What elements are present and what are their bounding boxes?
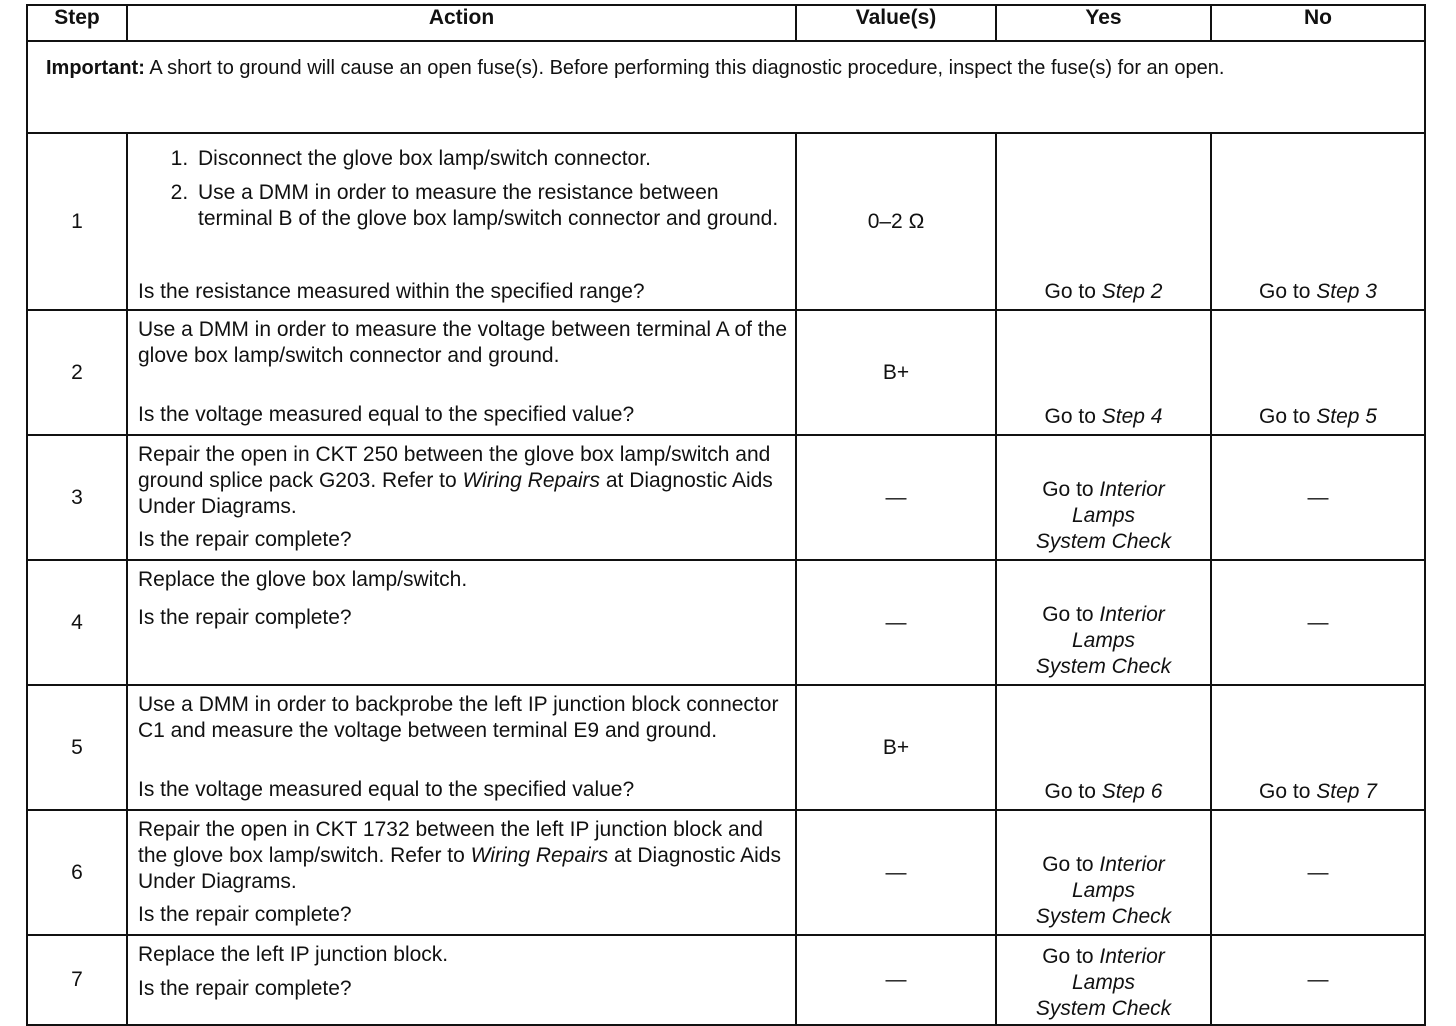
value-cell: —: [796, 810, 996, 935]
no-cell: —: [1211, 435, 1425, 560]
action-question: Is the repair complete?: [138, 977, 352, 1000]
wiring-repairs-link[interactable]: Wiring Repairs: [470, 844, 609, 867]
important-note: [27, 41, 1425, 133]
yes-cell: Go to Step 2: [996, 133, 1211, 310]
no-cell: —: [1211, 935, 1425, 1025]
header-no: No: [1211, 5, 1425, 41]
table-row: [27, 685, 1425, 810]
value-cell: B+: [796, 310, 996, 435]
action-list-item: 1. Disconnect the glove box lamp/switch connector.: [194, 146, 787, 172]
yes-cell: Go to Interior Lamps System Check: [996, 560, 1211, 685]
action-cell: [127, 133, 796, 310]
step-number: 4: [27, 560, 127, 685]
header-action: Action: [127, 5, 796, 41]
action-cell: [127, 685, 796, 810]
action-list: [138, 146, 787, 232]
diagnostic-table: [26, 4, 1426, 1026]
no-cell: Go to Step 3: [1211, 133, 1425, 310]
yes-cell: Go to Interior Lamps System Check: [996, 435, 1211, 560]
table-row: [27, 935, 1425, 1025]
table-row: [27, 310, 1425, 435]
action-text: Replace the glove box lamp/switch.: [138, 568, 468, 591]
action-question: Is the repair complete?: [138, 606, 352, 629]
no-cell: —: [1211, 560, 1425, 685]
system-check-link[interactable]: Interior Lamps System Check: [1035, 478, 1172, 553]
action-cell: [127, 810, 796, 935]
no-cell: Go to Step 5: [1211, 310, 1425, 435]
step-number: 2: [27, 310, 127, 435]
header-row: [27, 5, 1425, 41]
value-cell: B+: [796, 685, 996, 810]
action-cell: [127, 935, 796, 1025]
important-text: A short to ground will cause an open fuse(s). Before performing this diagnostic procedure, inspect the fuse(s) for an open.: [144, 57, 1225, 79]
system-check-link[interactable]: Interior Lamps System Check: [1035, 603, 1172, 678]
yes-cell: Go to Step 6: [996, 685, 1211, 810]
step-number: 3: [27, 435, 127, 560]
action-question: Is the repair complete?: [138, 903, 352, 926]
yes-cell: Go to Interior Lamps System Check: [996, 935, 1211, 1025]
header-values: Value(s): [796, 5, 996, 41]
step-link[interactable]: Step 7: [1316, 780, 1377, 803]
step-number: 7: [27, 935, 127, 1025]
step-link[interactable]: Step 4: [1101, 405, 1163, 428]
step-number: 6: [27, 810, 127, 935]
value-cell: 0–2 Ω: [796, 133, 996, 310]
step-link[interactable]: Step 3: [1316, 280, 1377, 303]
step-number: 1: [27, 133, 127, 310]
value-cell: —: [796, 435, 996, 560]
action-question: Is the resistance measured within the specified range?: [138, 280, 645, 303]
action-text: Repair the open in CKT 1732 between the left IP junction block and the glove box lamp/switch. Refer to Wiring Repairs at Diagnostic Aids Under Diagrams.: [138, 818, 781, 893]
action-question: Is the voltage measured equal to the specified value?: [138, 778, 635, 801]
action-question: Is the voltage measured equal to the specified value?: [138, 403, 635, 426]
action-list-item: 2. Use a DMM in order to measure the resistance between terminal B of the glove box lamp/switch connector and ground.: [194, 180, 787, 232]
action-cell: [127, 310, 796, 435]
yes-cell: Go to Interior Lamps System Check: [996, 810, 1211, 935]
table-row: [27, 810, 1425, 935]
action-cell: [127, 435, 796, 560]
table-row: [27, 560, 1425, 685]
no-cell: Go to Step 7: [1211, 685, 1425, 810]
system-check-link[interactable]: Interior Lamps System Check: [1035, 853, 1172, 928]
wiring-repairs-link[interactable]: Wiring Repairs: [462, 469, 601, 492]
table-row: [27, 133, 1425, 310]
action-cell: [127, 560, 796, 685]
system-check-link[interactable]: Interior Lamps System Check: [1035, 945, 1172, 1020]
action-text: Use a DMM in order to backprobe the left IP junction block connector C1 and measure the voltage between terminal E9 and ground.: [138, 693, 779, 742]
header-yes: Yes: [996, 5, 1211, 41]
important-note-row: [27, 41, 1425, 133]
table-row: [27, 435, 1425, 560]
step-link[interactable]: Step 5: [1316, 405, 1377, 428]
action-text: Repair the open in CKT 250 between the glove box lamp/switch and ground splice pack G203. Refer to Wiring Repairs at Diagnostic Aids Under Diagrams.: [138, 443, 773, 518]
action-text: Replace the left IP junction block.: [138, 943, 449, 966]
step-link[interactable]: Step 6: [1101, 780, 1163, 803]
value-cell: —: [796, 935, 996, 1025]
no-cell: —: [1211, 810, 1425, 935]
header-step: Step: [27, 5, 127, 41]
action-question: Is the repair complete?: [138, 528, 352, 551]
step-number: 5: [27, 685, 127, 810]
action-text: Use a DMM in order to measure the voltage between terminal A of the glove box lamp/switch connector and ground.: [138, 318, 788, 367]
important-label: Important:: [46, 57, 145, 79]
step-link[interactable]: Step 2: [1101, 280, 1163, 303]
yes-cell: Go to Step 4: [996, 310, 1211, 435]
value-cell: —: [796, 560, 996, 685]
